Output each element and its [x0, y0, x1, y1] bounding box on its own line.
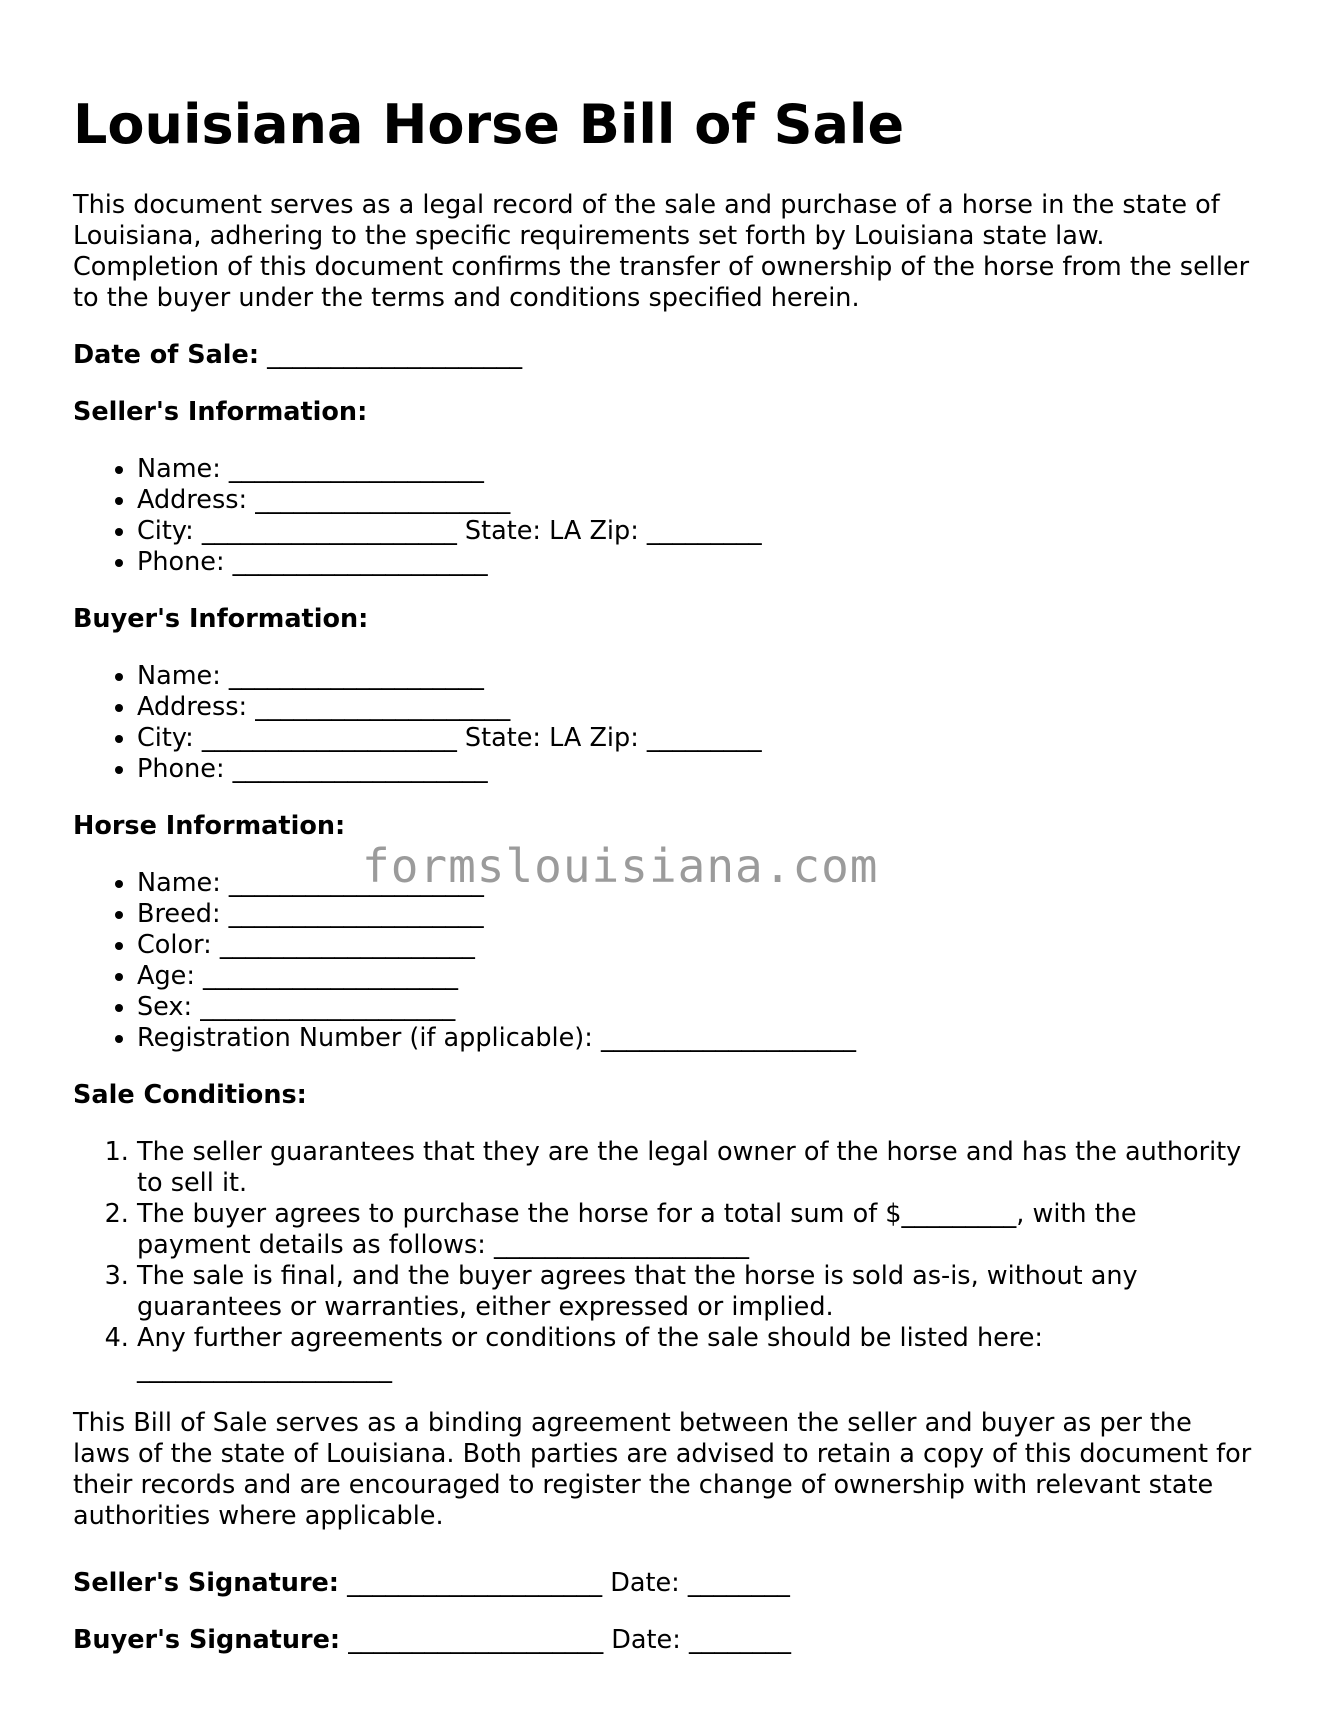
buyer-signature-blank: ____________________ Date: ________: [348, 1625, 791, 1655]
buyer-signature-label: Buyer's Signature:: [73, 1625, 341, 1655]
buyer-signature-line: [73, 1625, 791, 1656]
condition-item: 1. The seller guarantees that they are the legal owner of the horse and has the authority to sell it.: [137, 1137, 1253, 1199]
condition-item: 4. Any further agreements or conditions of the sale should be listed here: ____________________: [137, 1323, 1253, 1385]
buyer-city-field: • City: ____________________ State: LA Zip: _________: [137, 723, 762, 754]
date-of-sale-line: [73, 340, 522, 371]
date-of-sale-label: Date of Sale:: [73, 340, 260, 370]
seller-phone-field: • Phone: ____________________: [137, 547, 762, 578]
seller-name-field: • Name: ____________________: [137, 454, 762, 485]
buyer-fields: [73, 661, 762, 785]
intro-paragraph: This document serves as a legal record of the sale and purchase of a horse in the state of Louisiana, adhering to the specific requirements set forth by Louisiana state law. Completion of this document confirms the transfer of ownership of the horse from the seller to the buyer under the terms and conditions specified herein.: [73, 190, 1250, 313]
horse-fields: [73, 868, 856, 1054]
seller-fields: [73, 454, 762, 578]
horse-name-field: • Name: ____________________: [137, 868, 856, 899]
buyer-name-field: • Name: ____________________: [137, 661, 762, 692]
conditions-heading: Sale Conditions:: [73, 1080, 307, 1110]
date-of-sale-blank: ____________________: [267, 340, 523, 370]
watermark: formslouisiana.com: [362, 839, 879, 893]
seller-signature-label: Seller's Signature:: [73, 1568, 340, 1598]
seller-heading: Seller's Information:: [73, 397, 368, 427]
closing-paragraph: This Bill of Sale serves as a binding agreement between the seller and buyer as per the laws of the state of Louisiana. Both parties are advised to retain a copy of this document for their records and are encouraged to register the change of ownership with relevant state authorities where applicable.: [73, 1408, 1252, 1531]
horse-registration-field: • Registration Number (if applicable): ____________________: [137, 1023, 856, 1054]
horse-color-field: • Color: ____________________: [137, 930, 856, 961]
seller-city-field: • City: ____________________ State: LA Zip: _________: [137, 516, 762, 547]
horse-breed-field: • Breed: ____________________: [137, 899, 856, 930]
seller-signature-blank: ____________________ Date: ________: [347, 1568, 790, 1598]
horse-age-field: • Age: ____________________: [137, 961, 856, 992]
horse-heading: Horse Information:: [73, 811, 346, 841]
seller-address-field: • Address: ____________________: [137, 485, 762, 516]
page-title: Louisiana Horse Bill of Sale: [73, 93, 905, 156]
buyer-heading: Buyer's Information:: [73, 604, 369, 634]
seller-signature-line: [73, 1568, 790, 1599]
condition-item: 2. The buyer agrees to purchase the horse for a total sum of $_________, with the payment details as follows: ____________________: [137, 1199, 1253, 1261]
buyer-address-field: • Address: ____________________: [137, 692, 762, 723]
buyer-phone-field: • Phone: ____________________: [137, 754, 762, 785]
condition-item: 3. The sale is final, and the buyer agrees that the horse is sold as-is, without any guarantees or warranties, either expressed or implied.: [137, 1261, 1253, 1323]
horse-sex-field: • Sex: ____________________: [137, 992, 856, 1023]
conditions-list: [73, 1137, 1253, 1385]
